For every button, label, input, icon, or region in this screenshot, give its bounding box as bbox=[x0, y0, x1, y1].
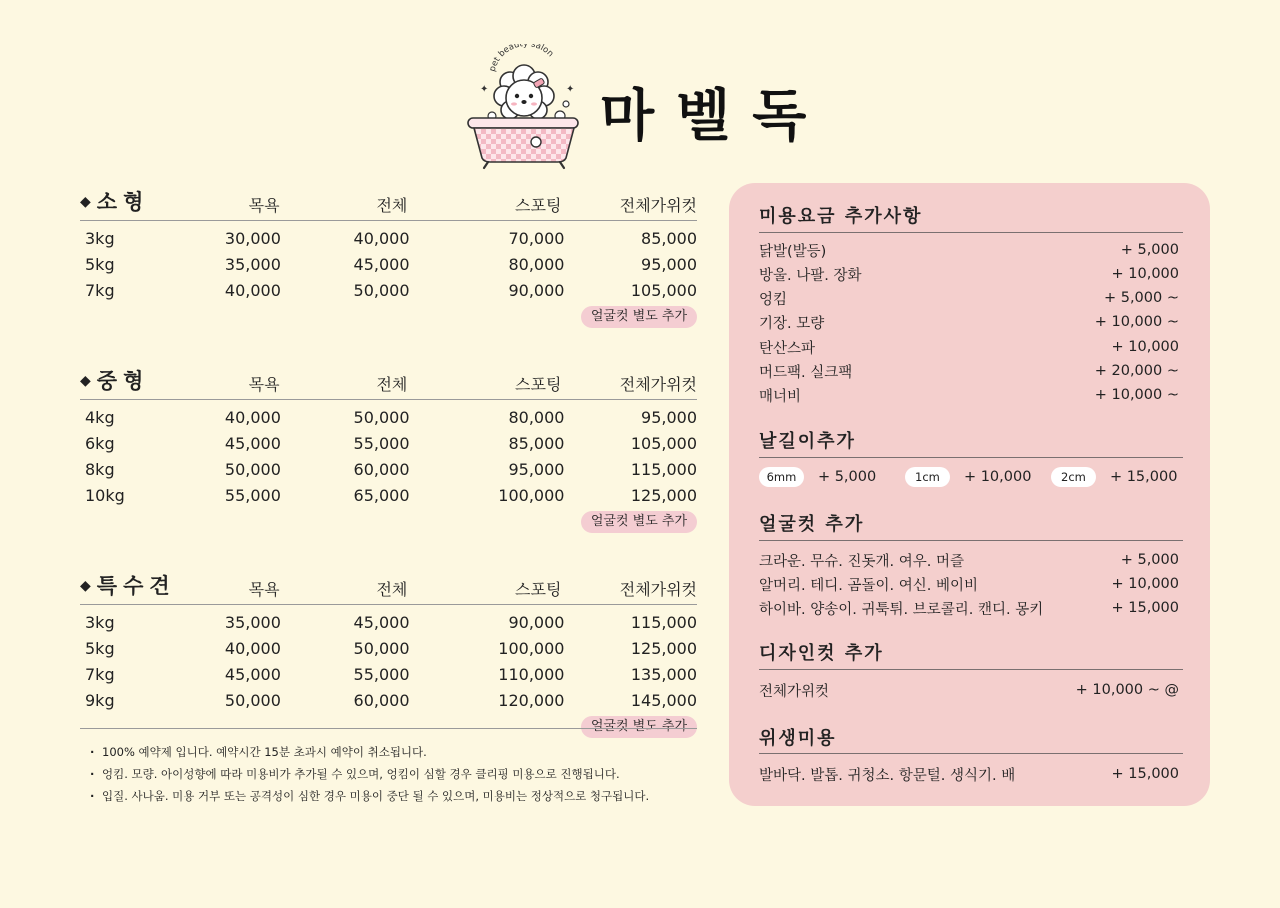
face-cut-note: 얼굴컷 별도 추가 bbox=[581, 716, 697, 738]
face-cut-note: 얼굴컷 별도 추가 bbox=[581, 306, 697, 328]
extras-title: 미용요금 추가사항 bbox=[759, 206, 923, 227]
section-header: ◆ 중형 목욕 전체 스포팅 전체가위컷 bbox=[80, 361, 697, 400]
section-small bbox=[80, 182, 697, 331]
price-tables bbox=[80, 182, 697, 741]
extra-item: 엉킴 + 5,000 ~ bbox=[759, 290, 1179, 308]
diamond-icon: ◆ bbox=[80, 373, 91, 389]
dog-bathtub-icon bbox=[466, 44, 582, 170]
col-bath: 목욕 bbox=[248, 196, 280, 215]
extras-panel bbox=[729, 183, 1210, 806]
nail-tag: 2cm bbox=[1051, 467, 1096, 487]
table-row: 5kg 35,000 45,000 80,000 95,000 bbox=[85, 254, 697, 274]
extra-item: 매너비 + 10,000 ~ bbox=[759, 387, 1179, 405]
section-title: ◆ 소형 bbox=[80, 190, 150, 214]
section-header: ◆ 특수견 목욕 전체 스포팅 전체가위컷 bbox=[80, 566, 697, 605]
note-item: · 입질. 사나움. 미용 거부 또는 공격성이 심한 경우 미용이 중단 될 수 있으며, 미용비는 정상적으로 청구됩니다. bbox=[80, 785, 697, 807]
table-row: 10kg 55,000 65,000 100,000 125,000 bbox=[85, 485, 697, 505]
design-item: 전체가위컷 + 10,000 ~ @ bbox=[759, 682, 1179, 700]
nail-options: 6mm + 5,000 1cm + 10,000 2cm + 15,000 bbox=[759, 465, 1183, 489]
face-cut-note: 얼굴컷 별도 추가 bbox=[581, 511, 697, 533]
table-row: 3kg 30,000 40,000 70,000 85,000 bbox=[85, 228, 697, 248]
nail-tag: 1cm bbox=[905, 467, 950, 487]
face-item: 알머리. 테디. 곰돌이. 여신. 베이비 + 10,000 bbox=[759, 576, 1179, 594]
svg-text:✦: ✦ bbox=[480, 84, 489, 95]
table-row: 4kg 40,000 50,000 80,000 95,000 bbox=[85, 407, 697, 427]
table-row: 8kg 50,000 60,000 95,000 115,000 bbox=[85, 459, 697, 479]
section-special bbox=[80, 566, 697, 741]
table-row: 9kg 50,000 60,000 120,000 145,000 bbox=[85, 690, 697, 710]
face-item: 크라운. 무슈. 진돗개. 여우. 머즐 + 5,000 bbox=[759, 552, 1179, 570]
hygiene-title: 위생미용 bbox=[759, 728, 837, 749]
col-sporting: 스포팅 bbox=[515, 196, 562, 215]
nail-title: 날길이추가 bbox=[759, 431, 856, 452]
table-row: 6kg 45,000 55,000 85,000 105,000 bbox=[85, 433, 697, 453]
svg-text:✦: ✦ bbox=[566, 84, 575, 95]
table-row: 7kg 40,000 50,000 90,000 105,000 bbox=[85, 280, 697, 300]
extra-item: 방울. 나팔. 장화 + 10,000 bbox=[759, 266, 1179, 284]
design-title: 디자인컷 추가 bbox=[759, 643, 884, 664]
section-title: ◆ 중형 bbox=[80, 369, 150, 393]
section-title: ◆ 특수견 bbox=[80, 574, 176, 598]
table-row: 5kg 40,000 50,000 100,000 125,000 bbox=[85, 638, 697, 658]
extra-item: 닭발(발등) + 5,000 bbox=[759, 242, 1179, 260]
section-header bbox=[80, 182, 697, 221]
extra-item: 기장. 모량 + 10,000 ~ bbox=[759, 314, 1179, 332]
nail-tag: 6mm bbox=[759, 467, 804, 487]
note-item: · 100% 예약제 입니다. 예약시간 15분 초과시 예약이 취소됩니다. bbox=[80, 741, 697, 763]
logo-text: pet beauty salon bbox=[487, 44, 556, 73]
note-item: · 엉킴. 모량. 아이성향에 따라 미용비가 추가될 수 있으며, 엉킴이 심할 경우 클리핑 미용으로 진행됩니다. bbox=[80, 763, 697, 785]
hygiene-item: 발바닥. 발톱. 귀청소. 항문털. 생식기. 배 + 15,000 bbox=[759, 766, 1179, 784]
table-row: 7kg 45,000 55,000 110,000 135,000 bbox=[85, 664, 697, 684]
diamond-icon: ◆ bbox=[80, 578, 91, 594]
extra-item: 탄산스파 + 10,000 bbox=[759, 339, 1179, 357]
col-scissor: 전체가위컷 bbox=[619, 196, 698, 215]
notes bbox=[80, 728, 697, 807]
diamond-icon: ◆ bbox=[80, 194, 91, 210]
face-item: 하이바. 양송이. 귀툭튀. 브로콜리. 캔디. 몽키 + 15,000 bbox=[759, 600, 1179, 618]
face-title: 얼굴컷 추가 bbox=[759, 514, 865, 535]
col-full: 전체 bbox=[376, 196, 408, 215]
section-medium bbox=[80, 361, 697, 536]
brand-name: 마벨독 bbox=[600, 84, 829, 149]
extra-item: 머드팩. 실크팩 + 20,000 ~ bbox=[759, 363, 1179, 381]
table-row: 3kg 35,000 45,000 90,000 115,000 bbox=[85, 612, 697, 632]
logo bbox=[466, 44, 582, 170]
